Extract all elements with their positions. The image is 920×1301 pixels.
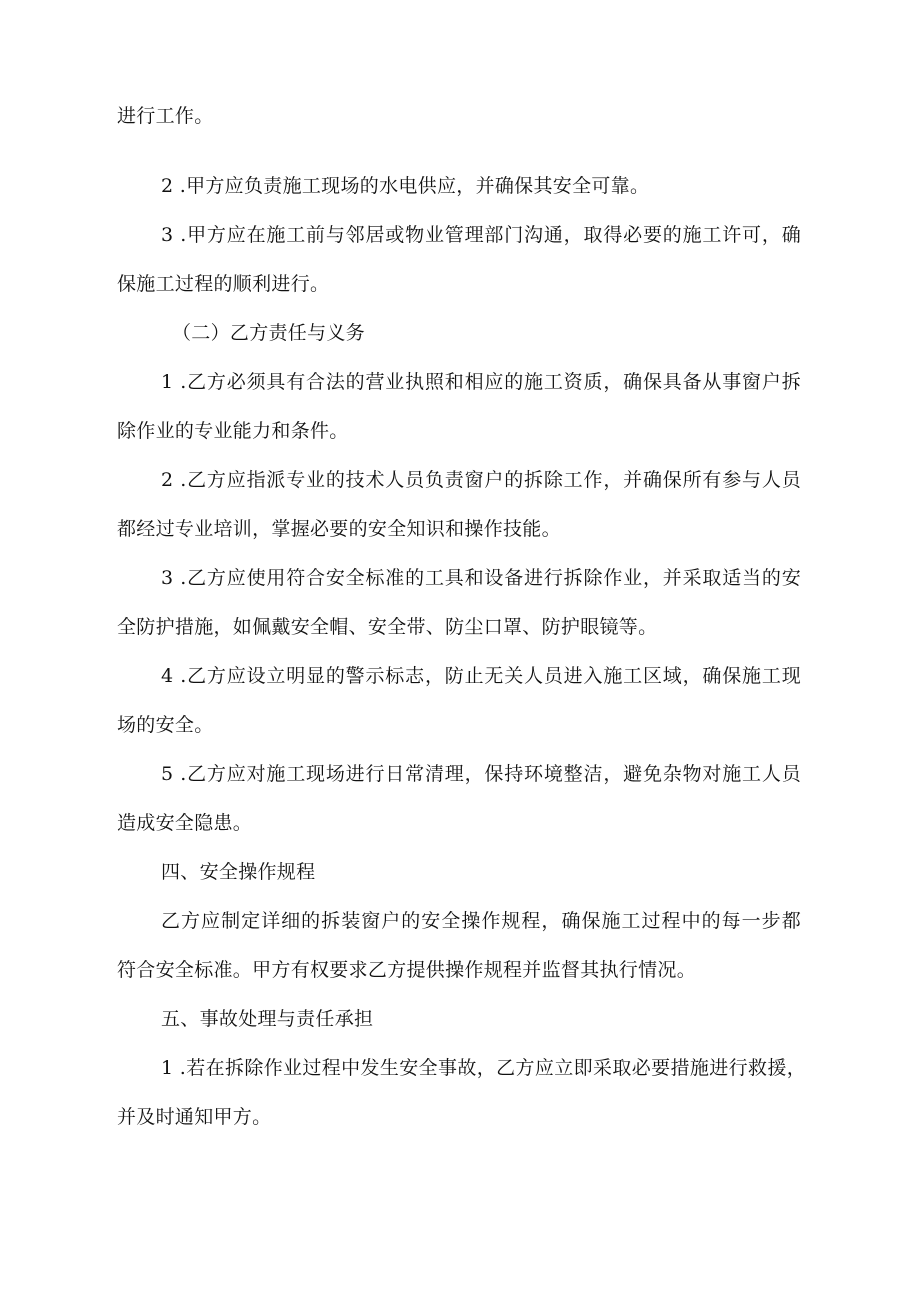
- safety-paragraph-line2: 符合安全标准。甲方有权要求乙方提供操作规程并监督其执行情况。: [117, 959, 697, 981]
- item-yi-4-line1: 4 .乙方应设立明显的警示标志，防止无关人员进入施工区域，确保施工现: [161, 665, 801, 687]
- item-yi-3-line1: 3 .乙方应使用符合安全标准的工具和设备进行拆除作业，并采取适当的安: [161, 567, 801, 589]
- paragraph-continuation: 进行工作。: [117, 105, 214, 127]
- item-jia-2: 2 .甲方应负责施工现场的水电供应，并确保其安全可靠。: [161, 175, 650, 197]
- item-yi-4-line2: 场的安全。: [117, 714, 214, 736]
- section-heading-safety-procedures: 四、安全操作规程: [161, 861, 316, 883]
- safety-paragraph-line1: 乙方应制定详细的拆装窗户的安全操作规程，确保施工过程中的每一步都: [161, 910, 801, 932]
- accident-item-1-line2: 并及时通知甲方。: [117, 1106, 272, 1128]
- item-jia-3-line1: 3 .甲方应在施工前与邻居或物业管理部门沟通，取得必要的施工许可，确: [161, 224, 801, 246]
- section-heading-yi-duties: （二）乙方责任与义务: [172, 322, 366, 344]
- item-yi-1-line1: 1 .乙方必须具有合法的营业执照和相应的施工资质，确保具备从事窗户拆: [161, 371, 801, 393]
- item-jia-3-line2: 保施工过程的顺利进行。: [117, 273, 330, 295]
- item-yi-1-line2: 除作业的专业能力和条件。: [117, 420, 349, 442]
- item-yi-2-line1: 2 .乙方应指派专业的技术人员负责窗户的拆除工作，并确保所有参与人员: [161, 469, 801, 491]
- item-yi-2-line2: 都经过专业培训，掌握必要的安全知识和操作技能。: [117, 518, 561, 540]
- item-yi-5-line1: 5 .乙方应对施工现场进行日常清理，保持环境整洁，避免杂物对施工人员: [161, 763, 801, 785]
- item-yi-3-line2: 全防护措施，如佩戴安全帽、安全带、防尘口罩、防护眼镜等。: [117, 616, 658, 638]
- accident-item-1-line1: 1 .若在拆除作业过程中发生安全事故，乙方应立即采取必要措施进行救援，: [161, 1057, 806, 1079]
- item-yi-5-line2: 造成安全隐患。: [117, 812, 253, 834]
- section-heading-accident-liability: 五、事故处理与责任承担: [161, 1008, 374, 1030]
